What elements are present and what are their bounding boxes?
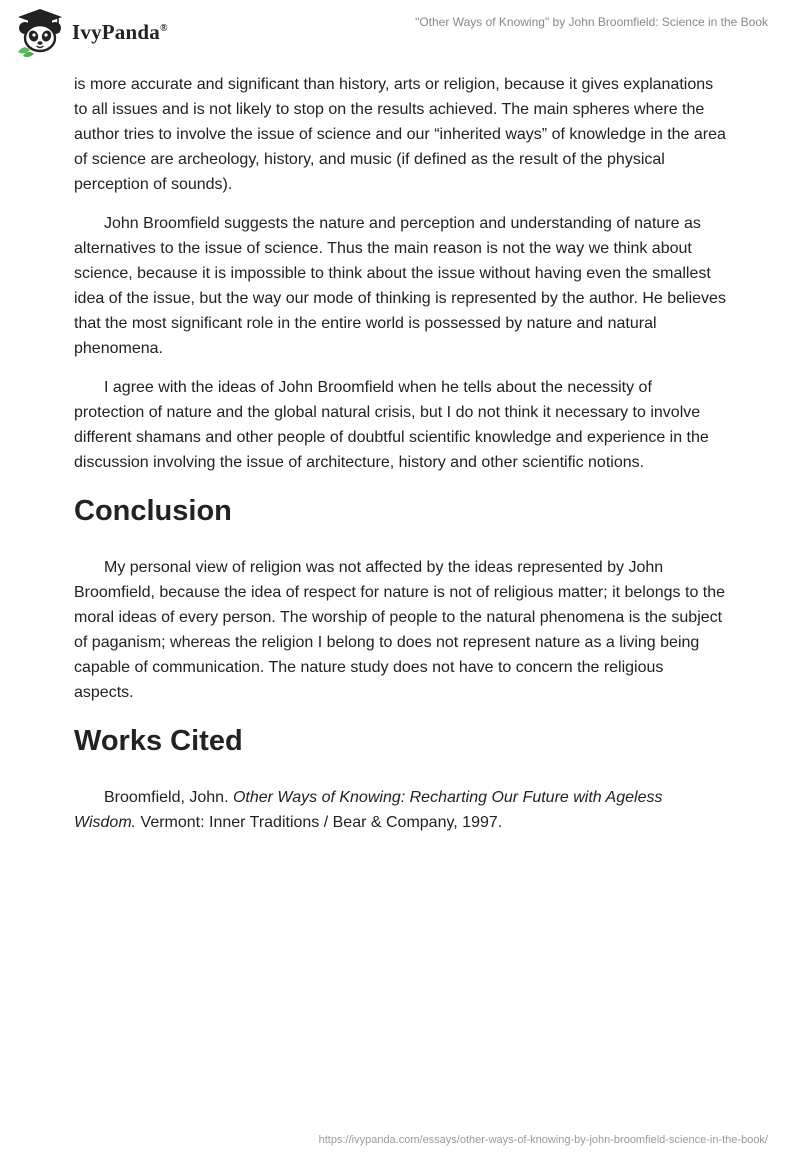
brand-name: [72, 20, 168, 45]
works-cited-heading: Works Cited: [74, 725, 243, 757]
citation-publication: Vermont: Inner Traditions / Bear & Company, 1997.: [136, 814, 503, 831]
document-title: "Other Ways of Knowing" by John Broomfield: Science in the Book: [415, 15, 768, 29]
citation-author: Broomfield, John.: [104, 789, 233, 806]
citation-entry: [74, 785, 726, 835]
body-paragraph-3: I agree with the ideas of John Broomfield when he tells about the necessity of protection of nature and the global natural crisis, but I do not think it necessary to involve different shamans and other people of doubtful scientific knowledge and experience in the discussion involving the issue of architecture, history and other scientific notions.: [74, 379, 709, 471]
body-paragraph-1: is more accurate and significant than history, arts or religion, because it gives explanations to all issues and is not likely to stop on the results achieved. The main spheres where the author tries to involve the issue of science and our “inherited ways” of knowledge in the area of science are archeology, history, and music (if defined as the result of the physical perception of sounds).: [74, 76, 726, 193]
conclusion-paragraph: My personal view of religion was not affected by the ideas represented by John Broomfield, because the idea of respect for nature is not of religious matter; it belongs to the moral ideas of every person. The worship of people to the natural phenomena is the subject of paganism; whereas the religion I belong to does not represent nature as a living being capable of communication. The nature study does not have to concern the religious aspects.: [74, 559, 726, 701]
essay-content: [74, 72, 726, 835]
citation-title: Other Ways of Knowing: Recharting Our Future with Ageless Wisdom.: [74, 789, 663, 831]
source-url-link[interactable]: https://ivypanda.com/essays/other-ways-of-knowing-by-john-broomfield-science-in-the-book/: [318, 1134, 768, 1146]
body-paragraph-2: John Broomfield suggests the nature and perception and understanding of nature as alternatives to the issue of science. Thus the main reason is not the way we think about science, because it is impossible to think about the issue without having even the smallest idea of the issue, but the way our mode of thinking is represented by the author. He believes that the most significant role in the entire world is possessed by nature and natural phenomena.: [74, 215, 726, 357]
brand-name-text: IvyPanda: [72, 19, 160, 44]
registered-mark: ®: [159, 22, 168, 34]
page-header: [0, 0, 800, 62]
panda-graduation-cap-icon: [14, 6, 66, 58]
ivypanda-logo[interactable]: [14, 6, 214, 58]
conclusion-heading: Conclusion: [74, 495, 232, 527]
